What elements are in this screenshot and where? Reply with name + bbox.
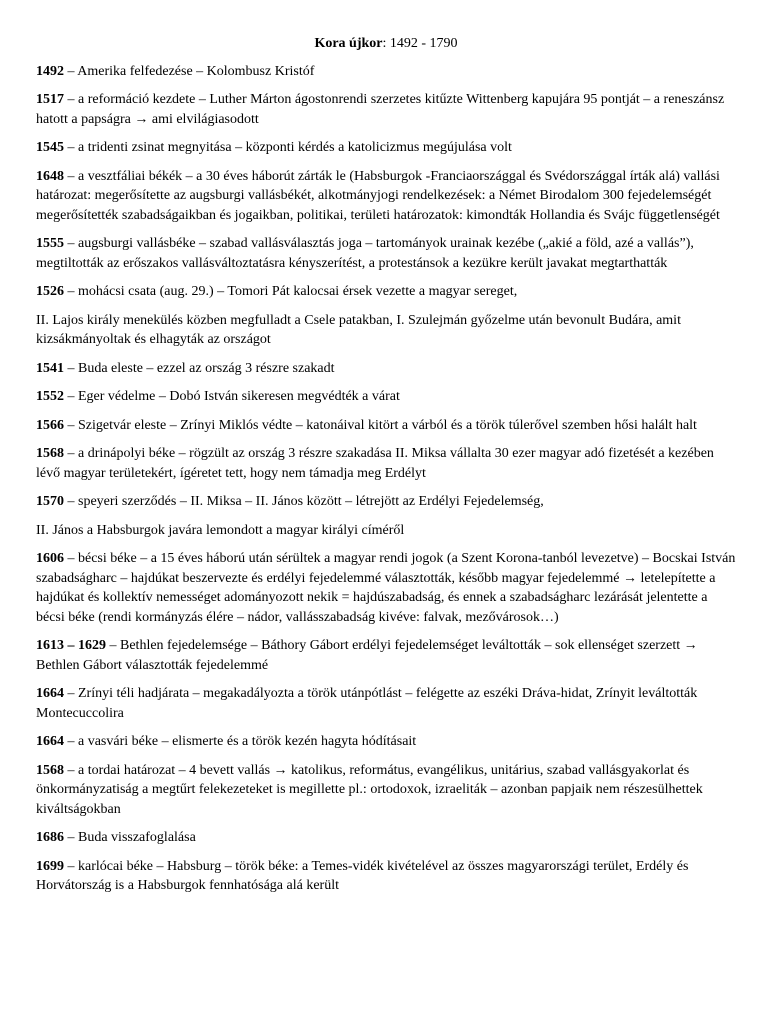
- timeline-entry: [36, 359, 736, 379]
- entry-text: – a tordai határozat – 4 bevett vallás → katolikus, református, evangélikus, unitárius, szabad vallásgyakorlat és önkormányzatiság a megtűrt felekezeteket is megillette pl.: ortodoxok, izraeliták – azonban papjaik nem részesülhettek kiváltságokban: [36, 762, 703, 817]
- entry-list: [36, 62, 736, 896]
- entry-text: – augsburgi vallásbéke – szabad vallásválasztás joga – tartományok urainak kezébe („akié a föld, azé a vallás”), megtiltották az erőszakos vallásváltoztatásra kényszerítést, a protestánsok a kezükre került javakat megtarthatták: [36, 236, 694, 271]
- entry-year: 1664: [36, 734, 64, 749]
- entry-text: – Buda eleste – ezzel az ország 3 részre szakadt: [64, 360, 335, 376]
- entry-year: 1526: [36, 284, 64, 299]
- entry-text: – Amerika felfedezése – Kolombusz Kristóf: [64, 63, 315, 79]
- entry-year: 1552: [36, 389, 64, 404]
- document-page: [36, 34, 736, 905]
- entry-text: – mohácsi csata (aug. 29.) – Tomori Pát kalocsai érsek vezette a magyar sereget,: [64, 284, 518, 299]
- timeline-entry: [36, 828, 736, 848]
- entry-text: – karlócai béke – Habsburg – török béke: a Temes-vidék kivételével az összes magyarországi terület, Erdély és Horvátország is a Habsburgok fennhatósága alá került: [36, 858, 689, 893]
- entry-year: 1545: [36, 140, 64, 155]
- timeline-entry: [36, 636, 736, 675]
- entry-text: – a reformáció kezdete – Luther Márton ágostonrendi szerzetes kitűzte Wittenberg kapujára 95 pontját – a reneszánsz hatott a papságra → ami elvilágiasodott: [36, 92, 725, 127]
- timeline-entry: [36, 521, 736, 541]
- timeline-entry: [36, 684, 736, 723]
- entry-year: 1568: [36, 762, 64, 778]
- entry-text: – Zrínyi téli hadjárata – megakadályozta a török utánpótlást – felégette az eszéki Dráva-hidat, Zrínyit leváltották Montecuccolira: [36, 686, 698, 721]
- entry-year: 1541: [36, 360, 64, 376]
- timeline-entry: [36, 444, 736, 483]
- entry-year: 1648: [36, 168, 64, 184]
- entry-text: – Bethlen fejedelemsége – Báthory Gábort erdélyi fejedelemséget leváltották – sok ellenséget szerzett → Bethlen Gábort választották fejedelemmé: [36, 638, 698, 673]
- entry-year: 1555: [36, 236, 64, 251]
- entry-text: – a drinápolyi béke – rögzült az ország 3 részre szakadása II. Miksa vállalta 30 ezer magyar adó fizetését a kezében lévő magyar területekért, ígéretet tett, hogy nem támadja meg Erdélyt: [36, 446, 714, 481]
- entry-text: II. Lajos király menekülés közben megfulladt a Csele patakban, I. Szulejmán győzelme után bevonult Budára, amit kizsákmányoltak és elhagyták az országot: [36, 312, 681, 347]
- entry-year: 1568: [36, 446, 64, 461]
- page-title: [36, 34, 736, 54]
- entry-year: 1570: [36, 494, 64, 509]
- entry-year: 1566: [36, 417, 64, 433]
- timeline-entry: [36, 282, 736, 302]
- timeline-entry: [36, 387, 736, 407]
- entry-text: – Buda visszafoglalása: [64, 830, 196, 845]
- entry-year: 1606: [36, 551, 64, 566]
- entry-year: 1664: [36, 686, 64, 701]
- timeline-entry: [36, 416, 736, 436]
- entry-text: – a vasvári béke – elismerte és a török kezén hagyta hódításait: [64, 734, 417, 749]
- timeline-entry: [36, 549, 736, 627]
- entry-text: – Szigetvár eleste – Zrínyi Miklós védte – katonáival kitört a várból és a török túlerővel szemben hősi halált halt: [64, 417, 697, 433]
- timeline-entry: [36, 761, 736, 820]
- entry-year: 1492: [36, 63, 64, 79]
- timeline-entry: [36, 234, 736, 273]
- entry-year: 1686: [36, 830, 64, 845]
- timeline-entry: [36, 167, 736, 226]
- title-bold: Kora újkor: [314, 36, 383, 51]
- entry-text: – Eger védelme – Dobó István sikeresen megvédték a várat: [64, 389, 400, 404]
- title-period: : 1492 - 1790: [382, 36, 458, 51]
- timeline-entry: [36, 492, 736, 512]
- entry-year: 1613 – 1629: [36, 638, 106, 653]
- entry-year: 1517: [36, 92, 64, 107]
- entry-year: 1699: [36, 858, 64, 874]
- entry-text: – a vesztfáliai békék – a 30 éves háborút zárták le (Habsburgok -Franciaországgal és Svédországgal írták alá) vallási határozat: megerősítette az augsburgi vallásbékét, alkotmányjogi rendelkezések: a Német Birodalom 300 fejedelemségét megerősítették szabadságaikban és jogaikban, politikai, területi határozatok: kimondták Hollandia és Svájc függetlenségét: [36, 168, 720, 223]
- entry-text: – speyeri szerződés – II. Miksa – II. János között – létrejött az Erdélyi Fejedelemség,: [64, 494, 544, 509]
- timeline-entry: [36, 857, 736, 896]
- entry-text: – a tridenti zsinat megnyitása – központi kérdés a katolicizmus megújulása volt: [64, 140, 512, 155]
- entry-text: – bécsi béke – a 15 éves háború után sérültek a magyar rendi jogok (a Szent Korona-tanból levezetve) – Bocskai István szabadságharc – hajdúkat beszervezte és erdélyi fejedelemmé választották, később magyar fejedelemmé → letelepítette a hajdúkat és kollektív nemességet adományozott nekik = hajdúszabadság, és ennek a szabadságharc lezárását jelentette a bécsi béke (rendi kormányzás élére – nádor, vallásszabadság kivéve: falvak, mezővárosok…): [36, 551, 736, 625]
- entry-text: II. János a Habsburgok javára lemondott a magyar királyi címéről: [36, 522, 405, 538]
- timeline-entry: [36, 138, 736, 158]
- timeline-entry: [36, 90, 736, 129]
- timeline-entry: [36, 311, 736, 350]
- timeline-entry: [36, 62, 736, 82]
- timeline-entry: [36, 732, 736, 752]
